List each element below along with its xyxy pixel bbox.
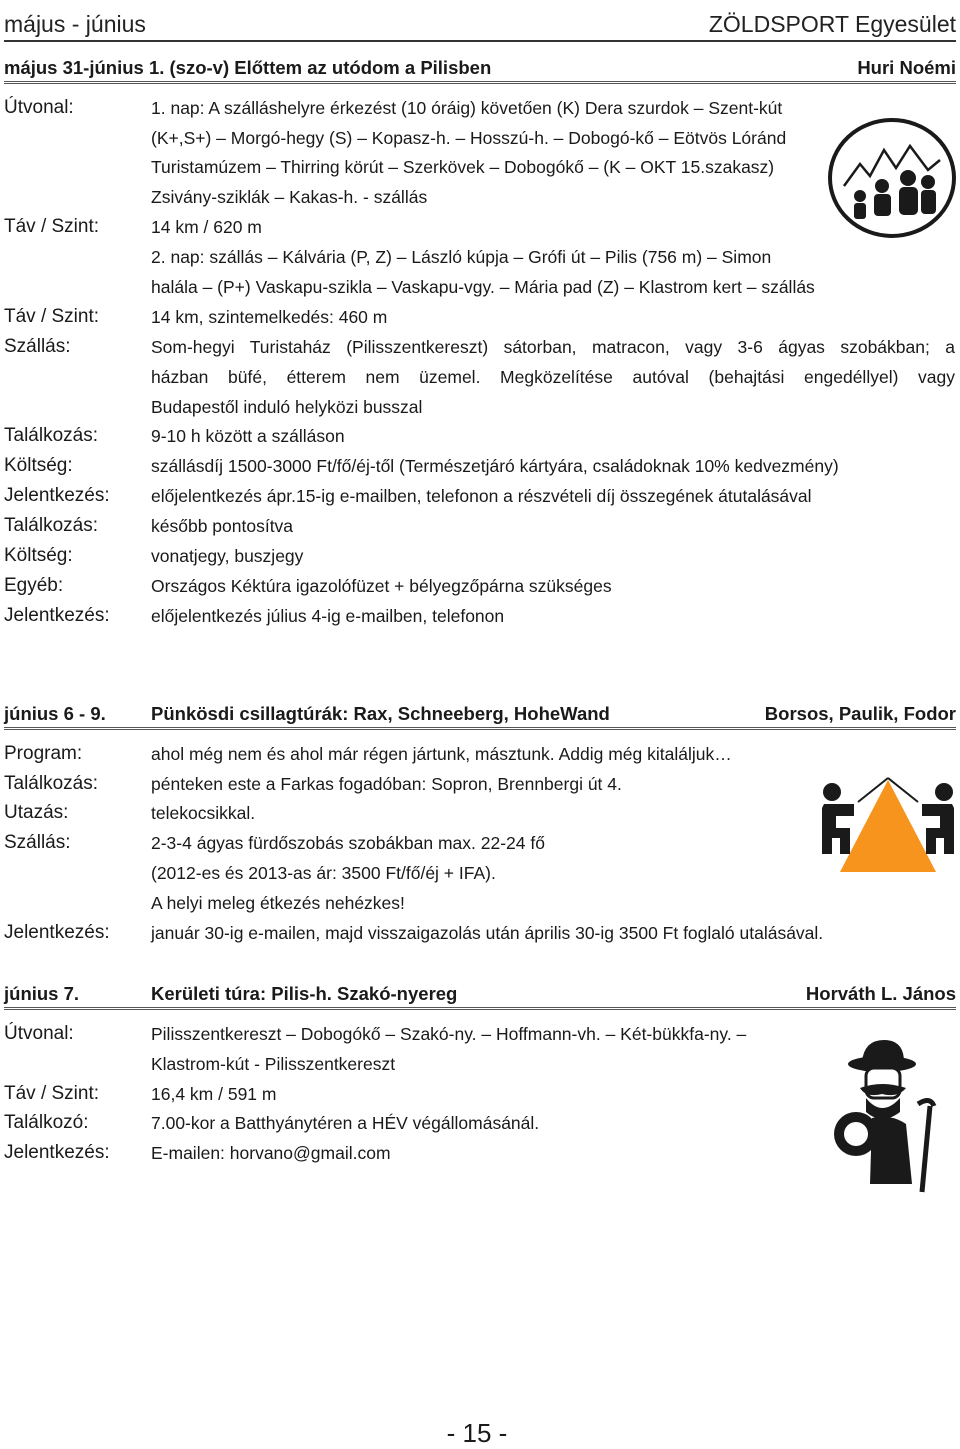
line-label: Szállás:: [4, 336, 71, 357]
line-text: A helyi meleg étkezés nehézkes!: [151, 893, 405, 913]
event-line: [4, 93, 956, 123]
event-date: június 7.: [4, 983, 80, 1004]
line-text: házban büfé, étterem nem üzemel. Megközelítése autóval (behajtási engedéllyel) vagy: [151, 367, 955, 387]
line-text: Som-hegyi Turistaház (Pilisszentkereszt) sátorban, matracon, vagy 3-6 ágyas szobákban; a: [151, 337, 955, 357]
line-text: (2012-es és 2013-as ár: 3500 Ft/fő/éj + IFA).: [151, 863, 496, 883]
event-line: [4, 541, 956, 571]
page-header: [4, 0, 956, 38]
event-rule: [4, 1007, 956, 1014]
event-line: [4, 451, 956, 481]
line-text: halála – (P+) Vaskapu-szikla – Vaskapu-vgy. – Mária pad (Z) – Klastrom kert – szállás: [151, 277, 815, 297]
event-title-row: [4, 979, 956, 1005]
line-text: később pontosítva: [151, 516, 294, 536]
line-text: 16,4 km / 591 m: [151, 1084, 277, 1104]
line-text: előjelentkezés július 4-ig e-mailben, telefonon: [151, 606, 505, 626]
header-organization: ZÖLDSPORT Egyesület: [708, 11, 956, 37]
line-label: Egyéb:: [4, 575, 64, 596]
line-text: Zsivány-sziklák – Kakas-h. - szállás: [151, 187, 428, 207]
event-line: [4, 858, 956, 888]
event-line: [4, 511, 956, 541]
event-date: június 6 - 9.: [4, 703, 106, 724]
line-label: Útvonal:: [4, 97, 74, 118]
event-line: [4, 888, 956, 918]
event-organizer: Borsos, Paulik, Fodor: [764, 703, 956, 724]
header-rule: [4, 40, 956, 42]
line-label: Találkozás:: [4, 773, 98, 794]
event-line: [4, 302, 956, 332]
line-label: Utazás:: [4, 802, 69, 823]
event-line: [4, 918, 956, 948]
event-line: [4, 152, 956, 182]
event-date-title: május 31-június 1. (szo-v) Előttem az utódom a Pilisben: [4, 57, 492, 78]
line-label: Találkozás:: [4, 425, 98, 446]
line-text: telekocsikkal.: [151, 803, 256, 823]
event-line: [4, 272, 956, 302]
line-text: 2-3-4 ágyas fürdőszobás szobákban max. 22-24 fő: [151, 833, 545, 853]
event-line: [4, 1138, 956, 1168]
event-line: [4, 739, 956, 769]
event-rule: [4, 81, 956, 88]
running-figures-triangle-logo: [818, 768, 958, 878]
line-label: Jelentkezés:: [4, 485, 110, 506]
event-organizer: Huri Noémi: [857, 57, 956, 78]
line-text: Turistamúzem – Thirring körút – Szerkövek – Dobogókő – (K – OKT 15.szakasz): [151, 157, 775, 177]
line-text: január 30-ig e-mailen, majd visszaigazolás után április 30-ig 3500 Ft foglaló utalásával.: [151, 923, 824, 943]
line-text: Klastrom-kút - Pilisszentkereszt: [151, 1054, 396, 1074]
line-label: Szállás:: [4, 832, 71, 853]
line-label: Jelentkezés:: [4, 1142, 110, 1163]
line-text: előjelentkezés ápr.15-ig e-mailben, telefonon a részvételi díj összegének átutalásával: [151, 486, 812, 506]
event-line: [4, 242, 956, 272]
line-label: Jelentkezés:: [4, 922, 110, 943]
family-hikers-logo: [826, 116, 958, 240]
event-line: [4, 123, 956, 153]
line-text: Országos Kéktúra igazolófüzet + bélyegzőpárna szükséges: [151, 576, 612, 596]
line-label: Költség:: [4, 545, 73, 566]
line-text: pénteken este a Farkas fogadóban: Sopron, Brennbergi út 4.: [151, 774, 622, 794]
event-line: [4, 601, 956, 631]
line-text: 1. nap: A szálláshelyre érkezést (10 óráig) követően (K) Dera szurdok – Szent-kút: [151, 98, 783, 118]
event-line: [4, 481, 956, 511]
event-line: [4, 769, 956, 799]
line-text: (K+,S+) – Morgó-hegy (S) – Kopasz-h. – Hosszú-h. – Dobogó-kő – Eötvös Lóránd: [151, 128, 787, 148]
event-line: [4, 332, 956, 362]
line-label: Találkozás:: [4, 515, 98, 536]
event-title: Kerületi túra: Pilis-h. Szakó-nyereg: [151, 983, 458, 1004]
event-line: [4, 1019, 956, 1049]
line-text: 14 km, szintemelkedés: 460 m: [151, 307, 388, 327]
line-label: Táv / Szint:: [4, 306, 100, 327]
event-line: [4, 571, 956, 601]
event-title-row: [4, 699, 956, 725]
event-organizer: Horváth L. János: [805, 983, 956, 1004]
line-label: Táv / Szint:: [4, 1083, 100, 1104]
page-number: - 15 -: [446, 1418, 508, 1448]
event-line: [4, 1108, 956, 1138]
line-label: Táv / Szint:: [4, 216, 100, 237]
event-line: [4, 392, 956, 422]
event-line: [4, 798, 956, 828]
line-text: Budapestől induló helyközi busszal: [151, 397, 423, 417]
event-title-row: [4, 53, 956, 79]
event-line: [4, 212, 956, 242]
line-label: Találkozó:: [4, 1112, 89, 1133]
event-line: [4, 1049, 956, 1079]
line-text: 14 km / 620 m: [151, 217, 262, 237]
old-hiker-logo: [826, 1034, 950, 1196]
line-label: Útvonal:: [4, 1023, 74, 1044]
event-line: [4, 1079, 956, 1109]
line-text: Pilisszentkereszt – Dobogókő – Szakó-ny. – Hoffmann-vh. – Két-bükkfa-ny. –: [151, 1024, 747, 1044]
event-line: [4, 362, 956, 392]
line-text: 7.00-kor a Batthyánytéren a HÉV végállomásánál.: [151, 1113, 540, 1133]
event-line: [4, 182, 956, 212]
line-label: Jelentkezés:: [4, 605, 110, 626]
line-text: szállásdíj 1500-3000 Ft/fő/éj-től (Természetjáró kártyára, családoknak 10% kedvezmény): [151, 456, 839, 476]
event-line: [4, 828, 956, 858]
header-section: május - június: [4, 11, 146, 37]
event-title: Pünkösdi csillagtúrák: Rax, Schneeberg, HoheWand: [151, 703, 610, 724]
line-text: E-mailen: horvano@gmail.com: [151, 1143, 391, 1163]
line-text: vonatjegy, buszjegy: [151, 546, 304, 566]
line-text: ahol még nem és ahol már régen jártunk, másztunk. Addig még kitaláljuk…: [151, 744, 732, 764]
line-text: 2. nap: szállás – Kálvária (P, Z) – László kúpja – Grófi út – Pilis (756 m) – Simon: [151, 247, 772, 267]
line-label: Program:: [4, 743, 83, 764]
event-line: [4, 421, 956, 451]
line-text: 9-10 h között a szálláson: [151, 426, 345, 446]
line-label: Költség:: [4, 455, 73, 476]
event-rule: [4, 727, 956, 734]
